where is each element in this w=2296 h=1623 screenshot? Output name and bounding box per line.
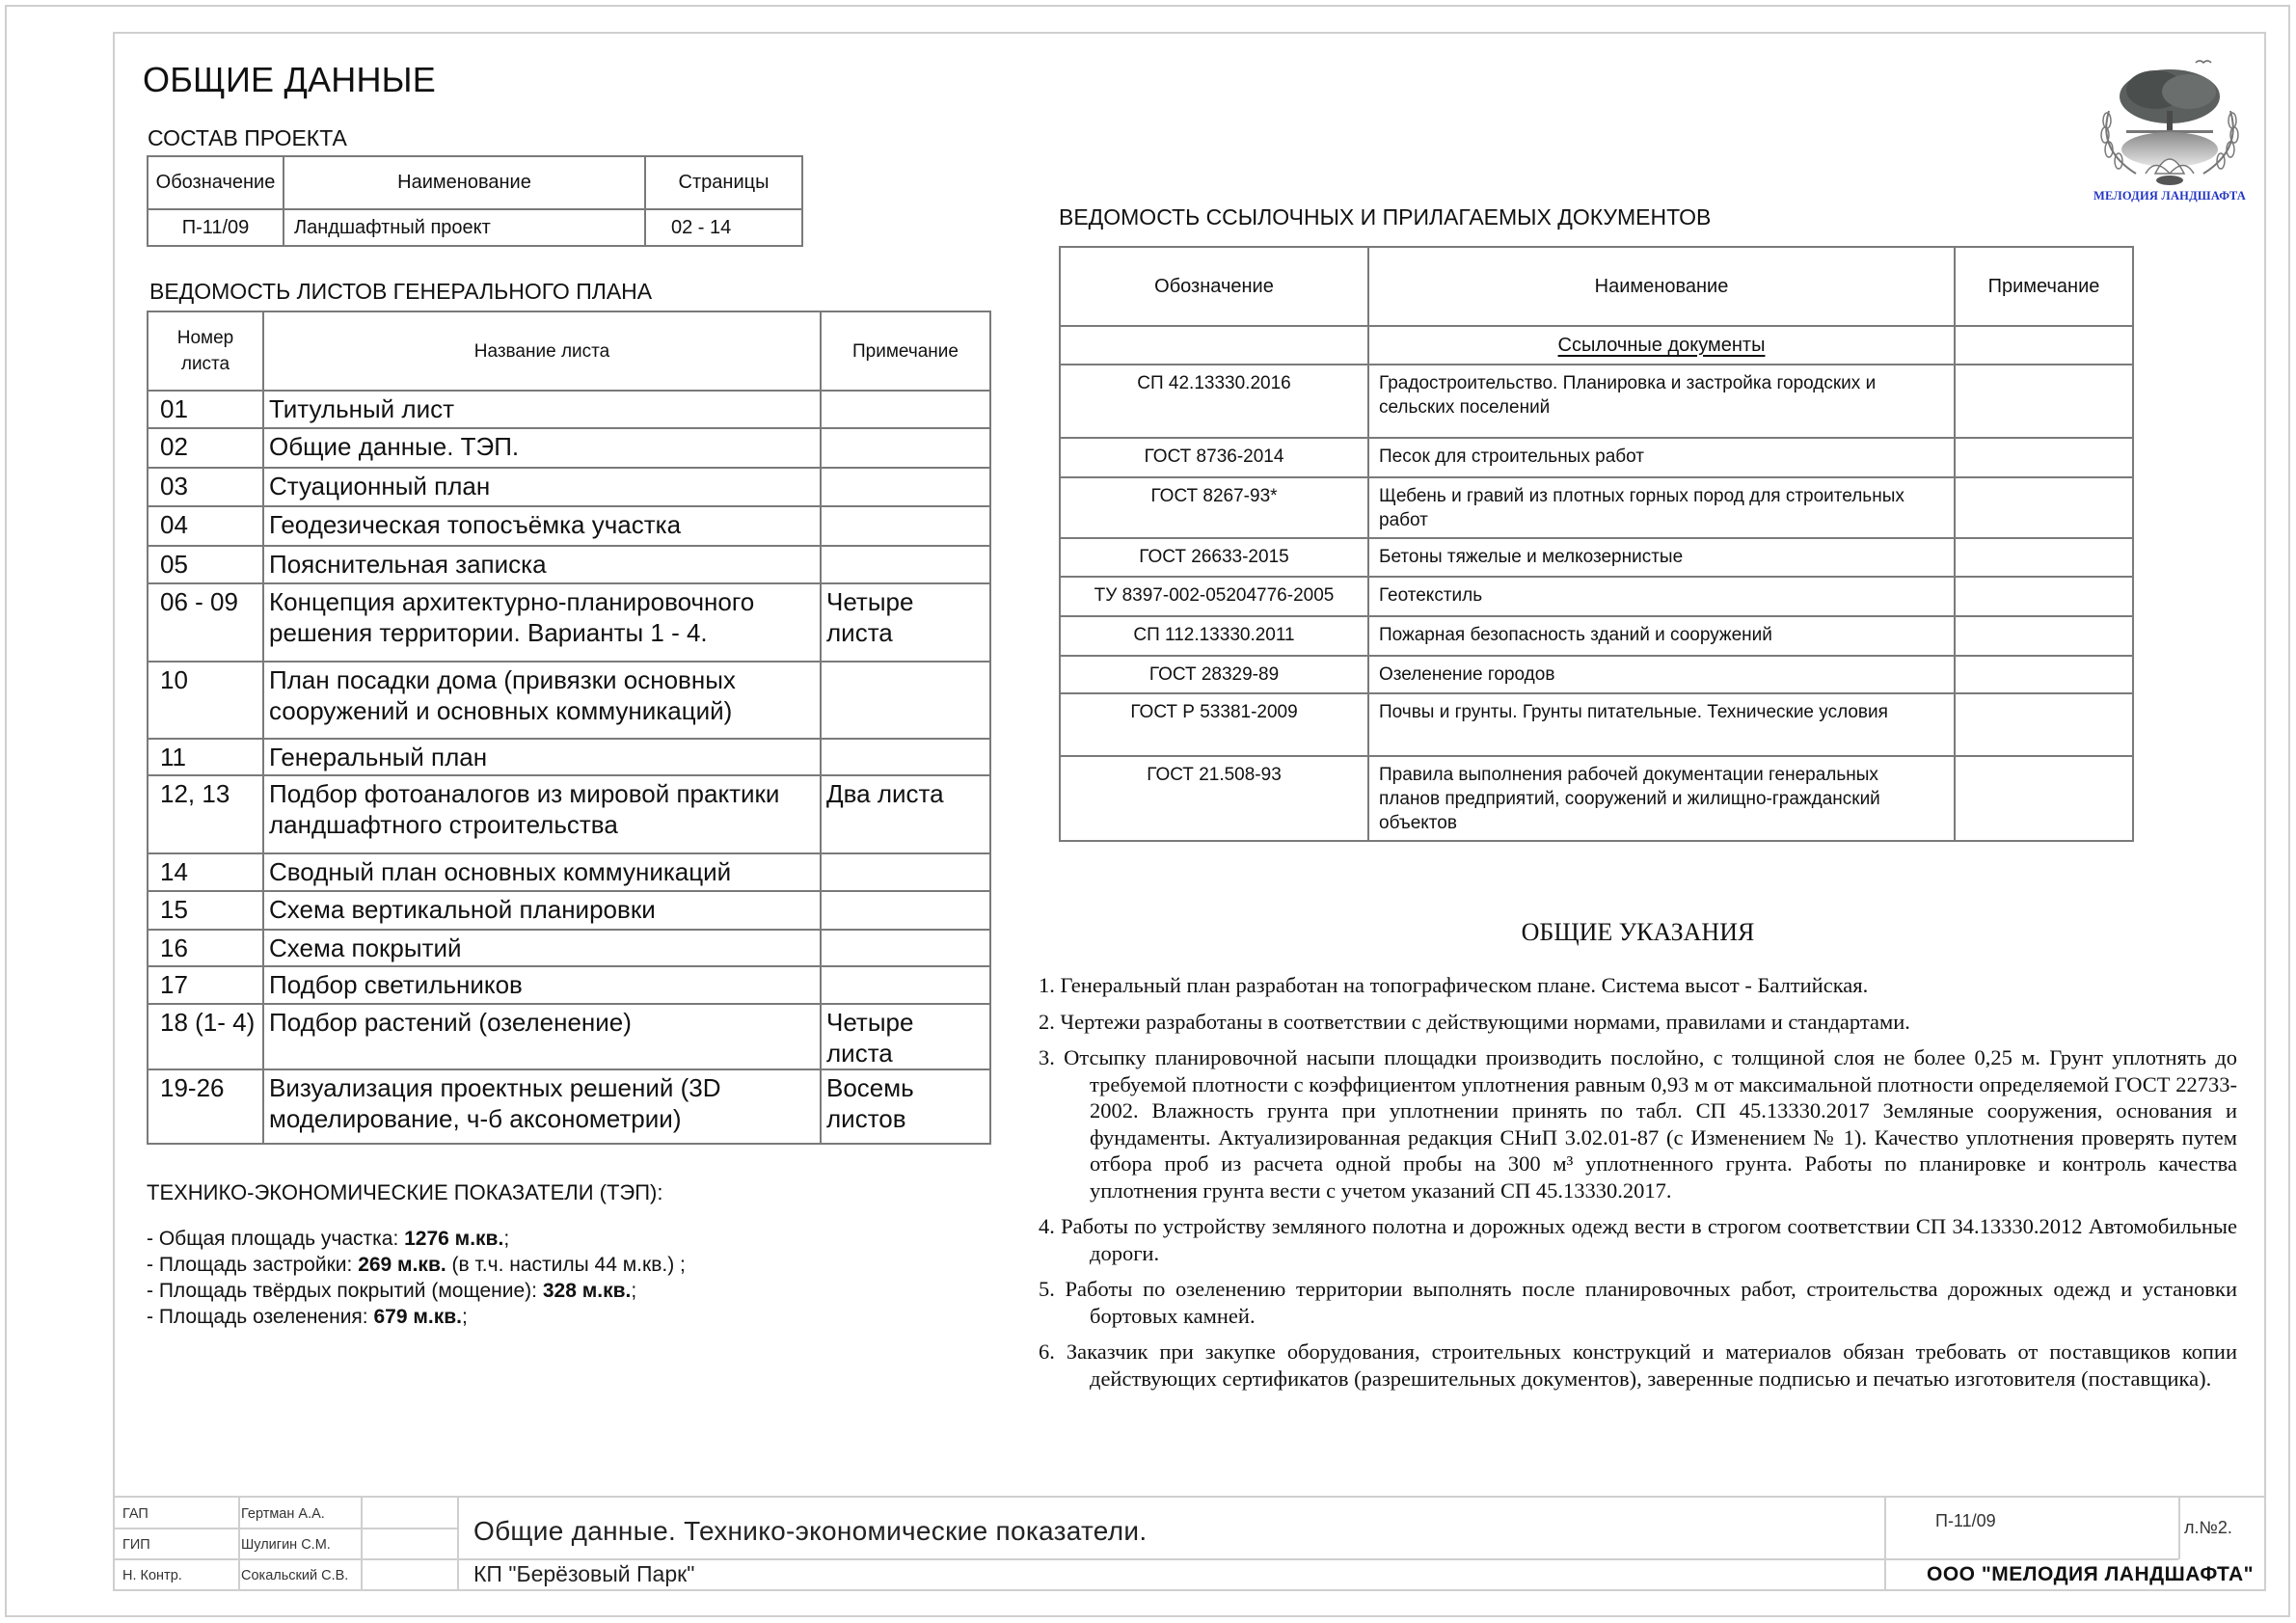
table-subheading-row (1060, 326, 2133, 365)
cell-number: 17 (148, 966, 263, 1004)
table-row (1060, 577, 2133, 616)
table-row (1060, 477, 2133, 538)
tep-item (147, 1226, 686, 1252)
subheading-cell (1368, 326, 1955, 365)
tep-value: 269 м.кв. (358, 1254, 446, 1276)
cell-code: ГОСТ 8267-93* (1060, 477, 1368, 538)
sheet-number: л.№2. (2184, 1518, 2232, 1537)
company-logo (2088, 53, 2252, 207)
docs-title: ВЕДОМОСТЬ ССЫЛОЧНЫХ И ПРИЛАГАЕМЫХ ДОКУМЕНТОВ (1059, 204, 1712, 230)
table-row (148, 662, 990, 739)
role-name: Гертман А.А. (241, 1506, 325, 1522)
cell-sheet-name: Подбор фотоаналогов из мировой практики ландшафтного строительства (263, 775, 821, 853)
cell-note (1955, 616, 2133, 656)
cell-note (821, 930, 990, 966)
table-row (1060, 438, 2133, 477)
company-name: ООО "МЕЛОДИЯ ЛАНДШАФТА" (1927, 1563, 2255, 1585)
tep-item (147, 1252, 686, 1278)
cell-note (821, 468, 990, 506)
cell-note (821, 966, 990, 1004)
cell-note (1955, 438, 2133, 477)
cell-sheet-name: Визуализация проектных решений (3D моделирование, ч-б аксонометрии) (263, 1069, 821, 1144)
note-text: Чертежи разработаны в соответствии с действующими нормами, правилами и стандартами. (1060, 1009, 1910, 1034)
cell-number: 06 - 09 (148, 583, 263, 662)
column-header: Обозначение (148, 156, 284, 209)
table-row (148, 583, 990, 662)
docs-table (1059, 246, 2134, 842)
cell-code: ТУ 8397-002-05204776-2005 (1060, 577, 1368, 616)
column-header: Обозначение (1060, 247, 1368, 326)
column-header: Страницы (645, 156, 802, 209)
cell-pages: 02 - 14 (645, 209, 802, 246)
table-row (1060, 656, 2133, 693)
note-item (1039, 972, 2237, 999)
titleblock-line (457, 1496, 459, 1590)
note-text: Заказчик при закупке оборудования, строительных конструкций и материалов обязан требовать от поставщиков копии действующих сертификатов (разрешительных документов), заверенные подписью и печатью изготовителя (поставщика). (1066, 1339, 2238, 1391)
table-row (148, 966, 990, 1004)
table-row (148, 739, 990, 775)
cell-note (821, 891, 990, 930)
role-label: ГАП (122, 1506, 149, 1522)
cell-note: Восемь листов (821, 1069, 990, 1144)
note-number: 1. (1039, 973, 1055, 997)
cell-code: ГОСТ 28329-89 (1060, 656, 1368, 693)
table-header-row (1060, 247, 2133, 326)
role-label: ГИП (122, 1537, 150, 1553)
cell-note (1955, 756, 2133, 841)
cell-sheet-name: Концепция архитектурно-планировочного решения территории. Варианты 1 - 4. (263, 583, 821, 662)
table-row (148, 930, 990, 966)
cell-doc-name: Щебень и гравий из плотных горных пород для строительных работ (1368, 477, 1955, 538)
note-number: 5. (1039, 1277, 1055, 1301)
table-row (148, 1069, 990, 1144)
cell-number: 14 (148, 853, 263, 891)
tep-value: 1276 м.кв. (404, 1228, 504, 1250)
note-item (1039, 1009, 2237, 1036)
cell-note (821, 428, 990, 468)
tep-suffix: ; (503, 1228, 510, 1250)
cell-number: 10 (148, 662, 263, 739)
column-header: Наименование (284, 156, 645, 209)
table-row (148, 546, 990, 583)
cell-sheet-name: Геодезическая топосъёмка участка (263, 506, 821, 546)
table-row (1060, 538, 2133, 577)
cell-sheet-name: Пояснительная записка (263, 546, 821, 583)
tep-label: - Площадь озеленения: (147, 1306, 374, 1328)
cell-sheet-name: План посадки дома (привязки основных сооружений и основных коммуникаций) (263, 662, 821, 739)
note-item (1039, 1213, 2237, 1266)
cell-number: 02 (148, 428, 263, 468)
cell-note (821, 853, 990, 891)
cell-sheet-name: Титульный лист (263, 391, 821, 428)
cell-note (821, 391, 990, 428)
note-number: 4. (1039, 1214, 1055, 1238)
cell-doc-name: Почвы и грунты. Грунты питательные. Технические условия (1368, 693, 1955, 756)
cell-doc-name: Озеленение городов (1368, 656, 1955, 693)
tep-item (147, 1278, 686, 1304)
role-label: Н. Контр. (122, 1568, 182, 1583)
table-row (1060, 693, 2133, 756)
sostav-table (147, 155, 803, 247)
cell-note (1955, 365, 2133, 438)
sheet-title: Общие данные. Технико-экономические показатели. (473, 1516, 1148, 1546)
cell-code: ГОСТ 26633-2015 (1060, 538, 1368, 577)
table-row (148, 506, 990, 546)
tep-label: - Общая площадь участка: (147, 1228, 405, 1250)
column-header: Наименование (1368, 247, 1955, 326)
note-number: 2. (1039, 1009, 1055, 1034)
cell-empty (1060, 326, 1368, 365)
cell-code: ГОСТ 21.508-93 (1060, 756, 1368, 841)
cell-number: 05 (148, 546, 263, 583)
table-header-row (148, 311, 990, 391)
tep-value: 328 м.кв. (542, 1280, 632, 1302)
cell-number: 18 (1- 4) (148, 1004, 263, 1069)
titleblock-line (1884, 1496, 1886, 1590)
tep-suffix: ; (461, 1306, 468, 1328)
cell-number: 11 (148, 739, 263, 775)
cell-note (821, 662, 990, 739)
titleblock-line (238, 1496, 240, 1590)
table-row (1060, 365, 2133, 438)
table-header-row (148, 156, 802, 209)
titleblock-line (114, 1558, 2178, 1560)
column-header-label: Номер листа (176, 328, 234, 374)
cell-note (1955, 477, 2133, 538)
note-number: 6. (1039, 1339, 1055, 1364)
titleblock-line (114, 1589, 2265, 1591)
tep-label: - Площадь застройки: (147, 1254, 359, 1276)
column-header: Название листа (263, 311, 821, 391)
tep-title: ТЕХНИКО-ЭКОНОМИЧЕСКИЕ ПОКАЗАТЕЛИ (ТЭП): (147, 1180, 663, 1204)
cell-doc-name: Правила выполнения рабочей документации генеральных планов предприятий, сооружений и жилищно-гражданский объектов (1368, 756, 1955, 841)
cell-number: 04 (148, 506, 263, 546)
titleblock-line (114, 1496, 2265, 1498)
tep-list (147, 1226, 686, 1330)
table-row (1060, 756, 2133, 841)
cell-sheet-name: Сводный план основных коммуникаций (263, 853, 821, 891)
cell-sheet-name: Подбор растений (озеленение) (263, 1004, 821, 1069)
cell-sheet-name: Генеральный план (263, 739, 821, 775)
note-number: 3. (1039, 1045, 1055, 1069)
note-text: Отсыпку планировочной насыпи площадки производить послойно, с толщиной слоя не более 0,25 м. Грунт уплотнять до требуемой плотности с коэффициентом уплотнения равным 0,93 м от максимальной плотности определяемой ГОСТ 22733-2002. Влажность грунта при уплотнении принять по табл. СП 45.13330.2017 Земляные сооружения, основания и фундаменты. Актуализированная редакция СНиП 3.02.01-87 (с Изменением № 1). Качество уплотнения проверять путем отбора проб из расчета одной пробы на 300 м³ уплотненного грунта. Работы по планировке и контроль качества уплотнения грунта вести с учетом указаний СП 45.13330.2017. (1064, 1045, 2237, 1203)
cell-note (1955, 656, 2133, 693)
note-item (1039, 1339, 2237, 1392)
column-header: Примечание (1955, 247, 2133, 326)
table-row (148, 468, 990, 506)
page-title: ОБЩИЕ ДАННЫЕ (143, 60, 436, 99)
cell-note (1955, 577, 2133, 616)
cell-note (1955, 693, 2133, 756)
note-text: Работы по устройству земляного полотна и дорожных одежд вести в строгом соответствии СП 34.13330.2012 Автомобильные дороги. (1061, 1214, 2237, 1265)
column-header-number (148, 311, 263, 391)
cell-doc-name: Песок для строительных работ (1368, 438, 1955, 477)
notes-title: ОБЩИЕ УКАЗАНИЯ (1521, 918, 1755, 946)
cell-number: 16 (148, 930, 263, 966)
sheets-title: ВЕДОМОСТЬ ЛИСТОВ ГЕНЕРАЛЬНОГО ПЛАНА (149, 279, 653, 304)
cell-name: Ландшафтный проект (284, 209, 645, 246)
sostav-title: СОСТАВ ПРОЕКТА (148, 125, 347, 150)
cell-number: 15 (148, 891, 263, 930)
titleblock-line (114, 1528, 457, 1529)
subheading-text: Ссылочные документы (1557, 334, 1766, 356)
tree-wreath-icon (2088, 53, 2252, 193)
cell-note (821, 506, 990, 546)
cell-sheet-name: Подбор светильников (263, 966, 821, 1004)
cell-sheet-name: Схема покрытий (263, 930, 821, 966)
role-name: Шулигин С.М. (241, 1537, 331, 1553)
cell-code: П-11/09 (148, 209, 284, 246)
table-row (148, 853, 990, 891)
notes-list (1039, 972, 2237, 1401)
titleblock-line (361, 1496, 363, 1590)
cell-note: Четыре листа (821, 1004, 990, 1069)
cell-doc-name: Бетоны тяжелые и мелкозернистые (1368, 538, 1955, 577)
table-row (148, 1004, 990, 1069)
sheets-table (147, 311, 991, 1145)
table-row (148, 209, 802, 246)
cell-note (821, 546, 990, 583)
cell-code: СП 112.13330.2011 (1060, 616, 1368, 656)
cell-number: 01 (148, 391, 263, 428)
cell-empty (1955, 326, 2133, 365)
table-row (148, 428, 990, 468)
cell-note: Четыре листа (821, 583, 990, 662)
table-row (1060, 616, 2133, 656)
cell-doc-name: Градостроительство. Планировка и застройка городских и сельских поселений (1368, 365, 1955, 438)
cell-note (821, 739, 990, 775)
tep-suffix: (в т.ч. настилы 44 м.кв.) ; (446, 1254, 686, 1276)
cell-code: СП 42.13330.2016 (1060, 365, 1368, 438)
cell-sheet-name: Стуационный план (263, 468, 821, 506)
cell-note (1955, 538, 2133, 577)
cell-sheet-name: Общие данные. ТЭП. (263, 428, 821, 468)
cell-number: 19-26 (148, 1069, 263, 1144)
project-code: П-11/09 (1935, 1511, 1996, 1530)
cell-sheet-name: Схема вертикальной планировки (263, 891, 821, 930)
cell-note: Два листа (821, 775, 990, 853)
table-row (148, 775, 990, 853)
note-text: Генеральный план разработан на топографическом плане. Система высот - Балтийская. (1060, 973, 1869, 997)
cell-number: 03 (148, 468, 263, 506)
role-name: Сокальский С.В. (241, 1568, 349, 1583)
tep-suffix: ; (631, 1280, 637, 1302)
note-text: Работы по озеленению территории выполнять после планировочных работ, строительства дорожных одежд и установки бортовых камней. (1065, 1277, 2237, 1328)
note-item (1039, 1276, 2237, 1329)
column-header: Примечание (821, 311, 990, 391)
table-row (148, 391, 990, 428)
titleblock-line (2178, 1496, 2180, 1559)
cell-code: ГОСТ Р 53381-2009 (1060, 693, 1368, 756)
cell-number: 12, 13 (148, 775, 263, 853)
project-name: КП "Берёзовый Парк" (473, 1561, 695, 1586)
cell-code: ГОСТ 8736-2014 (1060, 438, 1368, 477)
tep-item (147, 1304, 686, 1330)
table-row (148, 891, 990, 930)
cell-doc-name: Пожарная безопасность зданий и сооружений (1368, 616, 1955, 656)
logo-text: МЕЛОДИЯ ЛАНДШАФТА (2093, 189, 2247, 203)
tep-label: - Площадь твёрдых покрытий (мощение): (147, 1280, 543, 1302)
tep-value: 679 м.кв. (373, 1306, 462, 1328)
note-item (1039, 1044, 2237, 1204)
cell-doc-name: Геотекстиль (1368, 577, 1955, 616)
